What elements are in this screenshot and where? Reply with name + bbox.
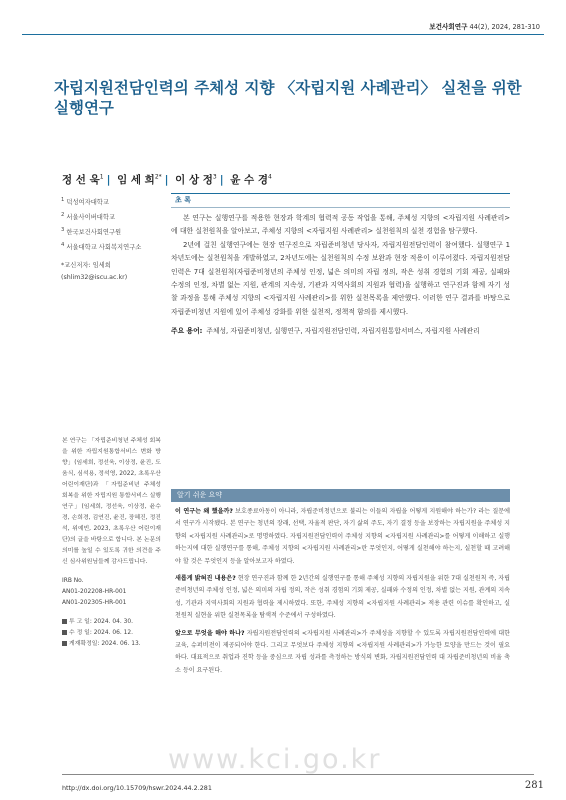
square-bullet-icon xyxy=(62,641,67,646)
date-row: 게재확정일: 2024. 06. 13. xyxy=(62,639,161,650)
journal-name: 보건사회연구 xyxy=(429,23,468,31)
abstract-heading: 초 록 xyxy=(171,193,510,208)
keywords-text: 주체성, 자립준비청년, 실행연구, 자립지원전담인력, 자립지원통합서비스, 자립지원 사례관리 xyxy=(206,327,480,336)
page-number: 281 xyxy=(524,780,544,791)
abstract-section xyxy=(171,193,510,337)
date-row: 수 정 일: 2024. 06. 12. xyxy=(62,628,161,639)
author: 임 세 희 xyxy=(117,174,155,186)
date-row: 투 고 일: 2024. 04. 30. xyxy=(62,617,161,628)
author: 정 선 욱 xyxy=(62,174,100,186)
corresponding-email: (shlim32@iscu.ac.kr) xyxy=(61,274,128,282)
paper-title: 자립지원전담인력의 주체성 지향 〈자립지원 사례관리〉 실천을 위한 실행연구 xyxy=(54,79,522,117)
summary-paragraph: 이 연구는 왜 했을까? 보호종료아동이 아니라, 자립준비청년으로 불리는 이들의 자립을 어떻게 지원해야 하는가? 라는 질문에서 연구가 시작됐다. 본 연구는 청년의 장래, 선택, 자율적 판단, 자기 삶의 주도, 자기 결정 등을 보장하는 자립지원을 주체성 지향의 <자립지원 사례관리>로 명명하였다. 자립지원전담인력이 주체성 지향의 <자립지원 사례관리>를 어떻게 이해하고 실행하는지에 대한 실행연구를 통해, 주체성 지향의 <자립지원 사례관리>란 무엇인지, 어떻게 실천해야 하는지, 실천할 때 고려해야 할 것은 무엇인지 등을 알아보고자 하였다. xyxy=(175,508,511,565)
journal-info: 44(2), 2024, 281-310 xyxy=(469,23,540,31)
keywords xyxy=(171,325,510,337)
affiliation: $^3$ 한국보건사회연구원 xyxy=(61,227,122,237)
irb-block: IRB No. AN01-202208-HR-001 AN01-202305-HR-001 xyxy=(62,578,127,606)
summary-paragraph: 새롭게 밝혀진 내용은? 현장 연구진과 함께 한 2년간의 실행연구를 통해 주체성 지향의 자립지원을 위한 7대 실천원칙 즉, 자립준비청년의 주체성 인정, 넓은 의미의 자립 정의, 작은 성취 경험의 기회 제공, 실패와 수정의 인정, 차별 없는 지원, 관계의 지속성, 기관과 지역사회의 지원과 협력을 제시하였다. 또한, 주체성 지향의 <자립지원 사례관리> 적용 관련 이슈를 확인하고, 실천원칙 실현을 위한 실천목록을 탐색적 수준에서 구성하였다. xyxy=(175,575,511,620)
journal-header xyxy=(429,21,540,31)
author-sup: 2* xyxy=(154,173,162,181)
author-sup: 3 xyxy=(212,173,217,181)
author-list xyxy=(62,172,272,187)
abstract-body xyxy=(171,212,510,319)
footer-rule xyxy=(62,774,534,775)
author-sup: 1 xyxy=(99,173,104,181)
affiliation: $^1$ 덕성여자대학교 xyxy=(61,197,109,207)
watermark: www.kci.go.kr xyxy=(168,744,382,775)
summary-paragraph: 앞으로 무엇을 해야 하나? 자립지원전담인력의 <자립지원 사례관리>가 주체성을 지향할 수 있도록 자립지원전담인력에 대한 교육, 슈퍼비전이 제공되어야 한다. 그리고 무엇보다 주체성 지향의 <자립지원 사례관리>가 가능한 토양을 만드는 것이 필요하다. 대표적으로 취업과 진학 등을 중심으로 자립 성과를 측정하는 방식의 변화, 자립지원전담인력 대 자립준비청년의 비율 축소 등이 요구된다. xyxy=(175,629,511,674)
easy-summary-heading: 알기 쉬운 요약 xyxy=(171,489,510,502)
easy-summary xyxy=(175,506,510,682)
keywords-label: 주요 용어: xyxy=(171,327,203,336)
affiliations xyxy=(61,194,169,284)
author-sup: 4 xyxy=(267,173,272,181)
author-separator: | xyxy=(106,174,111,186)
abstract-paragraph: 본 연구는 실행연구를 적용한 현장과 학계의 협력적 공동 작업을 통해, 주체성 지향의 <자립지원 사례관리>에 대한 실천원칙을 알아보고, 주체성 지향의 <자립지원 사례관리> 실천원칙의 실천 경험을 탐구했다. xyxy=(171,214,510,236)
corresponding-author: *교신저자: 임세희 (shlim32@iscu.ac.kr) xyxy=(61,260,169,284)
author-separator: | xyxy=(219,174,224,186)
author: 윤 수 경 xyxy=(230,174,268,186)
author: 이 상 정 xyxy=(175,174,213,186)
funding-note: 본 연구는 「자립준비청년 주체성 회복을 위한 자립지원통합서비스 변화 방향」(임세희, 정선욱, 이상정, 윤진, 도움식, 심석용, 정석영, 2022, 초록우산 어린이재단)과 「자립준비년 주체성 회복을 위한 자립지원 통합서비스 실행연구」(임세희, 정선욱, 이상정, 윤수경, 손희경, 김연진, 윤진, 장혜진, 정진석, 위예빈, 2023, 초록우산 어린이재단)의 글을 바탕으로 합니다. 본 논문의 의미를 높일 수 있도록 귀한 의견을 주신 심사위원님들께 감사드립니다. xyxy=(62,438,161,565)
square-bullet-icon xyxy=(62,630,67,635)
affiliation: $^2$ 서울사이버대학교 xyxy=(61,212,116,222)
date-block xyxy=(62,617,161,650)
side-note xyxy=(62,436,161,650)
top-rule xyxy=(22,34,544,35)
author-separator: | xyxy=(164,174,169,186)
square-bullet-icon xyxy=(62,619,67,624)
affiliation: $^4$ 서울대학교 사회복지연구소 xyxy=(61,242,142,252)
doi-link[interactable]: http://dx.doi.org/10.15709/hswr.2024.44.2.281 xyxy=(62,784,212,792)
abstract-paragraph: 2년에 걸친 실행연구에는 현장 연구진으로 자립준비청년 당사자, 자립지원전담인력이 참여했다. 실행연구 1차년도에는 실천원칙을 개발하였고, 2차년도에는 실천원칙의 수정 보완과 현장 적용이 이루어졌다. 자립지원전담인력은 7대 실천원칙(자립준비청년의 주체성 인정, 넓은 의미의 자립 정의, 작은 성취 경험의 기회 제공, 실패와 수정의 인정, 차별 없는 지원, 관계의 지속성, 기관과 지역사회의 지원과 협력)을 실행하고 연구진과 함께 자기 성찰 과정을 통해 주체성 지향의 <자립지원 사례관리>를 위한 실천목록을 제안했다. 이러한 연구 결과를 바탕으로 자립준비청년 지원에 있어 주체성 강화를 위한 실천적, 정책적 함의를 제시했다. xyxy=(171,240,510,316)
